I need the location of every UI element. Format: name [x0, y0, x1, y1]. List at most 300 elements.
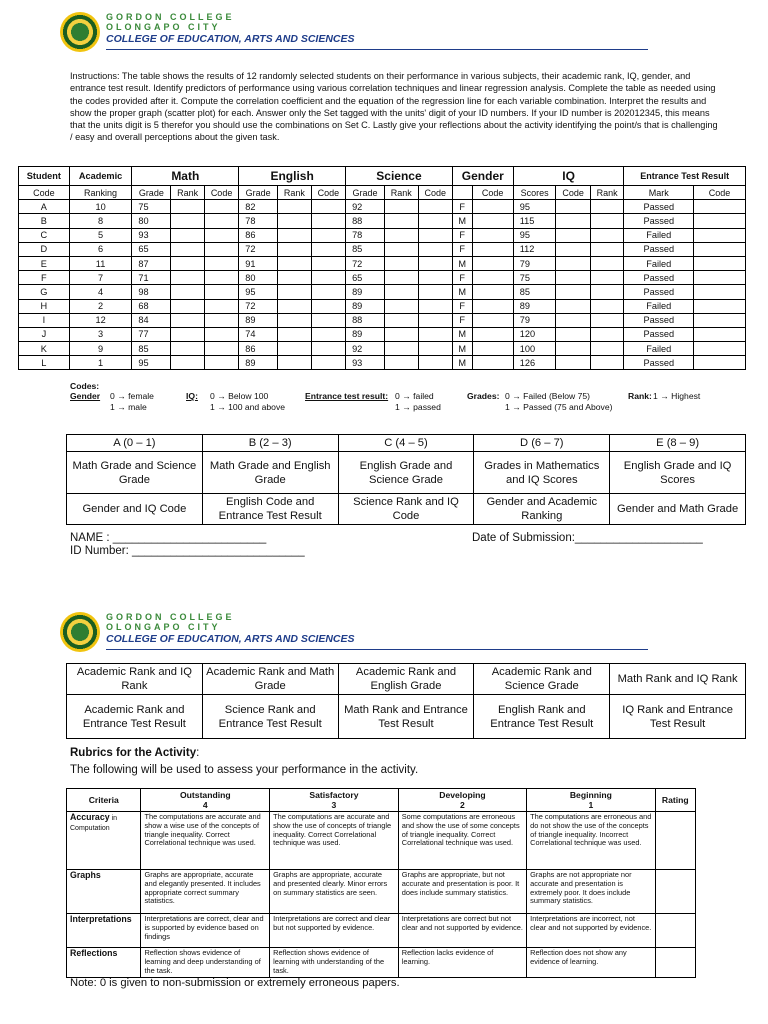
math-code-cell[interactable] [204, 200, 238, 214]
gender-cell: F [452, 271, 472, 285]
iq-code-cell[interactable] [556, 214, 590, 228]
student-code-cell: K [19, 342, 70, 356]
iq-rank-cell[interactable] [590, 242, 624, 256]
math-grade-cell: 65 [132, 242, 171, 256]
entrance-mark-cell: Failed [624, 256, 694, 270]
set-cell: Math Rank and IQ Rank [610, 664, 746, 695]
table-row [19, 356, 746, 370]
science-code-cell[interactable] [418, 242, 452, 256]
rubric-col-beginning [527, 789, 655, 812]
iq-score-cell: 79 [513, 256, 556, 270]
set-cell: English Rank and Entrance Test Result [474, 695, 610, 739]
rubric-beginning-label: Beginning [569, 790, 612, 800]
header-divider [106, 649, 648, 650]
entrance-code-cell[interactable] [694, 342, 746, 356]
entrance-code-cell[interactable] [694, 285, 746, 299]
rubric-rating-cell[interactable] [655, 914, 695, 948]
science-rank-cell[interactable] [384, 299, 418, 313]
sub-iq-code: Code [556, 186, 590, 200]
codes-gender-label: Gender [70, 391, 101, 401]
gender-cell: F [452, 242, 472, 256]
rubric-criteria-name: Reflections [70, 948, 118, 958]
rubric-developing-label: Developing [439, 790, 486, 800]
rubrics-title-colon: : [196, 747, 200, 759]
sub-eng-rank: Rank [278, 186, 312, 200]
academic-rank-cell: 7 [69, 271, 132, 285]
gender-code-cell[interactable] [472, 327, 513, 341]
student-code-cell: L [19, 356, 70, 370]
col-gender: Gender [452, 167, 513, 186]
english-rank-cell[interactable] [278, 356, 312, 370]
entrance-code-cell[interactable] [694, 299, 746, 313]
table-row [19, 200, 746, 214]
rubric-criteria-name: Accuracy [70, 812, 110, 822]
rubric-description-cell: The computations are accurate and show the use of concepts of triangle inequality. Correct Correlational technique was used. [270, 812, 399, 870]
sub-sci-rank: Rank [384, 186, 418, 200]
gender-code-cell[interactable] [472, 313, 513, 327]
rubric-description-cell: Interpretations are incorrect, not clear and not supported by evidence. [527, 914, 655, 948]
iq-code-cell[interactable] [556, 271, 590, 285]
english-grade-cell: 80 [239, 271, 278, 285]
sub-code: Code [19, 186, 70, 200]
academic-rank-cell: 3 [69, 327, 132, 341]
english-code-cell[interactable] [311, 271, 345, 285]
english-code-cell[interactable] [311, 256, 345, 270]
iq-score-cell: 75 [513, 271, 556, 285]
col-iq: IQ [513, 167, 624, 186]
english-grade-cell: 86 [239, 228, 278, 242]
math-code-cell[interactable] [204, 356, 238, 370]
math-rank-cell[interactable] [171, 200, 205, 214]
iq-code-cell[interactable] [556, 356, 590, 370]
math-code-cell[interactable] [204, 342, 238, 356]
codes-grades-passed: 1 → Passed (75 and Above) [505, 402, 613, 412]
college-name: GORDON COLLEGE [106, 12, 235, 22]
math-rank-cell[interactable] [171, 256, 205, 270]
set-b-header: B (2 – 3) [202, 435, 338, 452]
english-code-cell[interactable] [311, 285, 345, 299]
col-science: Science [346, 167, 453, 186]
gender-code-cell[interactable] [472, 200, 513, 214]
english-rank-cell[interactable] [278, 256, 312, 270]
science-rank-cell[interactable] [384, 214, 418, 228]
math-grade-cell: 68 [132, 299, 171, 313]
science-grade-cell: 89 [346, 285, 385, 299]
table-row [19, 228, 746, 242]
science-grade-cell: 92 [346, 200, 385, 214]
gender-cell: M [452, 342, 472, 356]
col-entrance-test: Entrance Test Result [624, 167, 746, 186]
iq-code-cell[interactable] [556, 285, 590, 299]
math-code-cell[interactable] [204, 256, 238, 270]
iq-code-cell[interactable] [556, 228, 590, 242]
math-grade-cell: 95 [132, 356, 171, 370]
iq-rank-cell[interactable] [590, 228, 624, 242]
science-grade-cell: 89 [346, 327, 385, 341]
college-name: GORDON COLLEGE [106, 612, 235, 622]
english-code-cell[interactable] [311, 200, 345, 214]
iq-rank-cell[interactable] [590, 271, 624, 285]
student-code-cell: E [19, 256, 70, 270]
english-rank-cell[interactable] [278, 242, 312, 256]
codes-gender-female: 0 → female [110, 391, 154, 401]
rubric-outstanding-label: Outstanding [180, 790, 231, 800]
gender-code-cell[interactable] [472, 299, 513, 313]
sub-sci-grade: Grade [346, 186, 385, 200]
academic-rank-cell: 12 [69, 313, 132, 327]
english-rank-cell[interactable] [278, 327, 312, 341]
set-cell: Science Rank and IQ Code [338, 494, 474, 525]
science-grade-cell: 88 [346, 214, 385, 228]
math-code-cell[interactable] [204, 271, 238, 285]
set-cell: Math Grade and Science Grade [67, 452, 203, 494]
sub-mark: Mark [624, 186, 694, 200]
note-text: Note: 0 is given to non-submission or extremely erroneous papers. [70, 977, 400, 989]
rubric-description-cell: Interpretations are correct, clear and is supported by evidence based on findings [141, 914, 270, 948]
english-rank-cell[interactable] [278, 285, 312, 299]
gender-cell: M [452, 256, 472, 270]
iq-rank-cell[interactable] [590, 313, 624, 327]
entrance-mark-cell: Passed [624, 271, 694, 285]
math-code-cell[interactable] [204, 228, 238, 242]
science-rank-cell[interactable] [384, 327, 418, 341]
sub-gender-code: Code [472, 186, 513, 200]
science-code-cell[interactable] [418, 342, 452, 356]
entrance-code-cell[interactable] [694, 242, 746, 256]
math-rank-cell[interactable] [171, 285, 205, 299]
science-rank-cell[interactable] [384, 356, 418, 370]
rubric-rating-cell[interactable] [655, 812, 695, 870]
iq-code-cell[interactable] [556, 313, 590, 327]
math-code-cell[interactable] [204, 214, 238, 228]
iq-code-cell[interactable] [556, 256, 590, 270]
english-code-cell[interactable] [311, 356, 345, 370]
math-grade-cell: 75 [132, 200, 171, 214]
sub-gender [452, 186, 472, 200]
iq-code-cell[interactable] [556, 200, 590, 214]
english-rank-cell[interactable] [278, 271, 312, 285]
codes-entrance-failed: 0 → failed [395, 391, 434, 401]
codes-grades-failed: 0 → Failed (Below 75) [505, 391, 591, 401]
science-code-cell[interactable] [418, 285, 452, 299]
english-code-cell[interactable] [311, 228, 345, 242]
english-code-cell[interactable] [311, 327, 345, 341]
table-row [19, 342, 746, 356]
entrance-code-cell[interactable] [694, 313, 746, 327]
entrance-code-cell[interactable] [694, 200, 746, 214]
science-rank-cell[interactable] [384, 313, 418, 327]
codes-grades-label: Grades: [467, 391, 500, 401]
student-code-cell: G [19, 285, 70, 299]
science-grade-cell: 93 [346, 356, 385, 370]
rubric-row [67, 812, 696, 870]
rubrics-header-row [67, 789, 696, 812]
science-rank-cell[interactable] [384, 256, 418, 270]
iq-code-cell[interactable] [556, 242, 590, 256]
science-code-cell[interactable] [418, 299, 452, 313]
math-grade-cell: 80 [132, 214, 171, 228]
science-code-cell[interactable] [418, 214, 452, 228]
iq-score-cell: 95 [513, 200, 556, 214]
codes-iq-label: IQ: [186, 391, 198, 401]
math-code-cell[interactable] [204, 242, 238, 256]
iq-score-cell: 120 [513, 327, 556, 341]
rubric-criteria-cell [67, 812, 141, 870]
science-rank-cell[interactable] [384, 200, 418, 214]
name-field[interactable]: NAME : ________________________ [70, 532, 267, 544]
english-rank-cell[interactable] [278, 200, 312, 214]
date-of-submission-field[interactable]: Date of Submission:____________________ [472, 532, 703, 544]
col-academic: Academic [69, 167, 132, 186]
rubric-criteria-sub: in Computation [70, 815, 118, 832]
set-cell: Gender and IQ Code [67, 494, 203, 525]
academic-rank-cell: 11 [69, 256, 132, 270]
english-code-cell[interactable] [311, 342, 345, 356]
sub-sci-code: Code [418, 186, 452, 200]
math-code-cell[interactable] [204, 299, 238, 313]
set-cell: Academic Rank and English Grade [338, 664, 474, 695]
rubric-criteria-cell [67, 948, 141, 978]
col-math: Math [132, 167, 239, 186]
rubric-col-criteria: Criteria [67, 789, 141, 812]
entrance-mark-cell: Passed [624, 356, 694, 370]
rubric-satisfactory-score: 3 [331, 800, 337, 810]
science-grade-cell: 65 [346, 271, 385, 285]
entrance-code-cell[interactable] [694, 228, 746, 242]
english-grade-cell: 89 [239, 356, 278, 370]
math-rank-cell[interactable] [171, 228, 205, 242]
english-rank-cell[interactable] [278, 313, 312, 327]
sub-iq-scores: Scores [513, 186, 556, 200]
english-rank-cell[interactable] [278, 299, 312, 313]
sets-row-2 [67, 494, 746, 525]
english-rank-cell[interactable] [278, 342, 312, 356]
rubric-description-cell: Reflection shows evidence of learning and deep understanding of the task. [141, 948, 270, 978]
entrance-code-cell[interactable] [694, 271, 746, 285]
math-rank-cell[interactable] [171, 214, 205, 228]
entrance-code-cell[interactable] [694, 356, 746, 370]
gender-code-cell[interactable] [472, 342, 513, 356]
math-grade-cell: 93 [132, 228, 171, 242]
iq-rank-cell[interactable] [590, 256, 624, 270]
science-rank-cell[interactable] [384, 228, 418, 242]
academic-rank-cell: 10 [69, 200, 132, 214]
rubric-criteria-cell [67, 914, 141, 948]
sub-math-grade: Grade [132, 186, 171, 200]
student-code-cell: I [19, 313, 70, 327]
gender-cell: F [452, 299, 472, 313]
entrance-code-cell[interactable] [694, 327, 746, 341]
english-code-cell[interactable] [311, 242, 345, 256]
codes-gender-male: 1 → male [110, 402, 147, 412]
english-grade-cell: 72 [239, 299, 278, 313]
english-code-cell[interactable] [311, 313, 345, 327]
gender-code-cell[interactable] [472, 214, 513, 228]
gender-code-cell[interactable] [472, 256, 513, 270]
science-rank-cell[interactable] [384, 242, 418, 256]
set-cell: Gender and Math Grade [610, 494, 746, 525]
set-cell: Grades in Mathematics and IQ Scores [474, 452, 610, 494]
science-code-cell[interactable] [418, 271, 452, 285]
sets-table-2 [66, 663, 746, 739]
student-data-table [18, 166, 746, 370]
set-cell: English Grade and IQ Scores [610, 452, 746, 494]
science-code-cell[interactable] [418, 356, 452, 370]
entrance-mark-cell: Passed [624, 313, 694, 327]
sub-ent-code: Code [694, 186, 746, 200]
student-code-cell: B [19, 214, 70, 228]
codes-rank-label: Rank: [628, 391, 652, 401]
rubric-row [67, 870, 696, 914]
gender-code-cell[interactable] [472, 228, 513, 242]
gender-code-cell[interactable] [472, 271, 513, 285]
iq-score-cell: 115 [513, 214, 556, 228]
rubric-col-outstanding [141, 789, 270, 812]
set-cell: IQ Rank and Entrance Test Result [610, 695, 746, 739]
iq-rank-cell[interactable] [590, 285, 624, 299]
entrance-mark-cell: Passed [624, 242, 694, 256]
science-grade-cell: 85 [346, 242, 385, 256]
math-rank-cell[interactable] [171, 327, 205, 341]
rubric-col-rating: Rating [655, 789, 695, 812]
rubric-description-cell: Graphs are not appropriate nor accurate and presentation is extremely poor. It does include summary statistics. [527, 870, 655, 914]
rubric-description-cell: Graphs are appropriate, accurate and elegantly presented. It includes appropriate correct summary statistics. [141, 870, 270, 914]
science-code-cell[interactable] [418, 228, 452, 242]
science-grade-cell: 92 [346, 342, 385, 356]
gender-cell: F [452, 200, 472, 214]
rubric-outstanding-score: 4 [202, 800, 208, 810]
english-grade-cell: 82 [239, 200, 278, 214]
rubric-description-cell: Graphs are appropriate, but not accurate and presentation is poor. It does include summary statistics. [398, 870, 526, 914]
rubric-criteria-cell [67, 870, 141, 914]
math-grade-cell: 85 [132, 342, 171, 356]
gender-code-cell[interactable] [472, 285, 513, 299]
science-rank-cell[interactable] [384, 285, 418, 299]
table-row [19, 313, 746, 327]
gender-cell: M [452, 214, 472, 228]
iq-code-cell[interactable] [556, 342, 590, 356]
iq-score-cell: 79 [513, 313, 556, 327]
rubric-rating-cell[interactable] [655, 870, 695, 914]
iq-rank-cell[interactable] [590, 342, 624, 356]
rubric-col-satisfactory [270, 789, 399, 812]
sets-table-1 [66, 434, 746, 525]
iq-rank-cell[interactable] [590, 356, 624, 370]
rubric-row [67, 948, 696, 978]
science-code-cell[interactable] [418, 313, 452, 327]
gender-cell: F [452, 313, 472, 327]
science-rank-cell[interactable] [384, 342, 418, 356]
col-student: Student [19, 167, 70, 186]
entrance-mark-cell: Passed [624, 327, 694, 341]
set-e-header: E (8 – 9) [610, 435, 746, 452]
id-number-field[interactable]: ID Number: ___________________________ [70, 545, 305, 557]
math-grade-cell: 71 [132, 271, 171, 285]
math-grade-cell: 98 [132, 285, 171, 299]
rubrics-title [70, 747, 199, 759]
col-english: English [239, 167, 346, 186]
science-grade-cell: 72 [346, 256, 385, 270]
college-department: COLLEGE OF EDUCATION, ARTS AND SCIENCES [106, 633, 355, 645]
sub-math-rank: Rank [171, 186, 205, 200]
codes-entrance-label: Entrance test result: [305, 391, 389, 401]
iq-rank-cell[interactable] [590, 200, 624, 214]
science-code-cell[interactable] [418, 200, 452, 214]
header-divider [106, 49, 648, 50]
gender-code-cell[interactable] [472, 242, 513, 256]
table-subheader-row [19, 186, 746, 200]
math-rank-cell[interactable] [171, 271, 205, 285]
academic-rank-cell: 9 [69, 342, 132, 356]
math-rank-cell[interactable] [171, 242, 205, 256]
math-rank-cell[interactable] [171, 299, 205, 313]
science-code-cell[interactable] [418, 327, 452, 341]
iq-code-cell[interactable] [556, 327, 590, 341]
rubrics-title-text: Rubrics for the Activity [70, 747, 197, 759]
math-rank-cell[interactable] [171, 313, 205, 327]
table-row [19, 271, 746, 285]
science-code-cell[interactable] [418, 256, 452, 270]
rubric-criteria-name: Interpretations [70, 914, 132, 924]
rubric-description-cell: Graphs are appropriate, accurate and presented clearly. Minor errors on summary statistics are seen. [270, 870, 399, 914]
math-grade-cell: 77 [132, 327, 171, 341]
college-department: COLLEGE OF EDUCATION, ARTS AND SCIENCES [106, 33, 355, 45]
iq-score-cell: 112 [513, 242, 556, 256]
table-row [19, 285, 746, 299]
sub-math-code: Code [204, 186, 238, 200]
table-row [19, 242, 746, 256]
sets2-row-2 [67, 695, 746, 739]
rubric-rating-cell[interactable] [655, 948, 695, 978]
rubric-description-cell: Reflection shows evidence of learning with understanding of the task. [270, 948, 399, 978]
gender-code-cell[interactable] [472, 356, 513, 370]
rubric-description-cell: The computations are accurate and show a wise use of the concepts of triangle inequality. Correct Correlational technique was used. [141, 812, 270, 870]
iq-rank-cell[interactable] [590, 327, 624, 341]
entrance-code-cell[interactable] [694, 214, 746, 228]
set-cell: English Grade and Science Grade [338, 452, 474, 494]
math-code-cell[interactable] [204, 285, 238, 299]
academic-rank-cell: 1 [69, 356, 132, 370]
set-c-header: C (4 – 5) [338, 435, 474, 452]
english-code-cell[interactable] [311, 214, 345, 228]
entrance-mark-cell: Passed [624, 200, 694, 214]
entrance-code-cell[interactable] [694, 256, 746, 270]
set-cell: Science Rank and Entrance Test Result [202, 695, 338, 739]
codes-entrance-passed: 1 → passed [395, 402, 441, 412]
science-rank-cell[interactable] [384, 271, 418, 285]
math-rank-cell[interactable] [171, 342, 205, 356]
entrance-mark-cell: Passed [624, 214, 694, 228]
math-code-cell[interactable] [204, 327, 238, 341]
rubric-developing-score: 2 [460, 800, 465, 810]
student-code-cell: J [19, 327, 70, 341]
entrance-mark-cell: Failed [624, 342, 694, 356]
iq-rank-cell[interactable] [590, 214, 624, 228]
english-rank-cell[interactable] [278, 228, 312, 242]
math-code-cell[interactable] [204, 313, 238, 327]
codes-rank-highest: 1 → Highest [653, 391, 701, 401]
rubric-beginning-score: 1 [588, 800, 594, 810]
student-code-cell: D [19, 242, 70, 256]
math-grade-cell: 87 [132, 256, 171, 270]
rubric-criteria-name: Graphs [70, 870, 101, 880]
english-rank-cell[interactable] [278, 214, 312, 228]
math-rank-cell[interactable] [171, 356, 205, 370]
english-code-cell[interactable] [311, 299, 345, 313]
iq-score-cell: 100 [513, 342, 556, 356]
iq-code-cell[interactable] [556, 299, 590, 313]
iq-rank-cell[interactable] [590, 299, 624, 313]
